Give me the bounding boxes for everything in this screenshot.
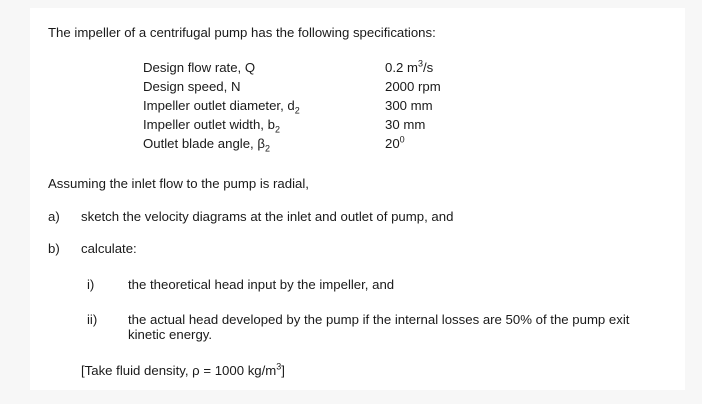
part-i-text: the theoretical head input by the impeller, and [128,277,395,292]
part-a-label: a) [48,209,60,224]
spec-value-outlet-diameter: 300 mm [385,98,433,113]
part-ii-label: ii) [87,312,98,327]
intro-text: The impeller of a centrifugal pump has the following specifications: [48,25,436,40]
part-i-label: i) [87,277,95,292]
spec-label-flow-rate: Design flow rate, Q [143,60,256,75]
assumption-text: Assuming the inlet flow to the pump is radial, [48,176,309,191]
spec-value-blade-angle: $20^0$ [385,134,405,151]
density-note: [Take fluid density, ρ = 1000 $kg/m^3$] [81,361,285,378]
part-b-text: calculate: [81,241,137,256]
spec-label-design-speed: Design speed, N [143,79,241,94]
part-a-text: sketch the velocity diagrams at the inlet and outlet of pump, and [81,209,454,224]
spec-value-outlet-width: 30 mm [385,117,426,132]
spec-value-design-speed: 2000 rpm [385,79,441,94]
spec-label-outlet-diameter: Impeller outlet diameter, $d_2$ [143,98,300,116]
part-b-label: b) [48,241,60,256]
spec-label-outlet-width: Impeller outlet width, $b_2$ [143,117,280,135]
spec-value-flow-rate: 0.2 $m^3/s$ [385,58,434,75]
spec-label-blade-angle: Outlet blade angle, $\beta_2$ [143,136,270,154]
part-ii-text: the actual head developed by the pump if the internal losses are 50% of the pump exit kinetic energy. [128,312,630,342]
